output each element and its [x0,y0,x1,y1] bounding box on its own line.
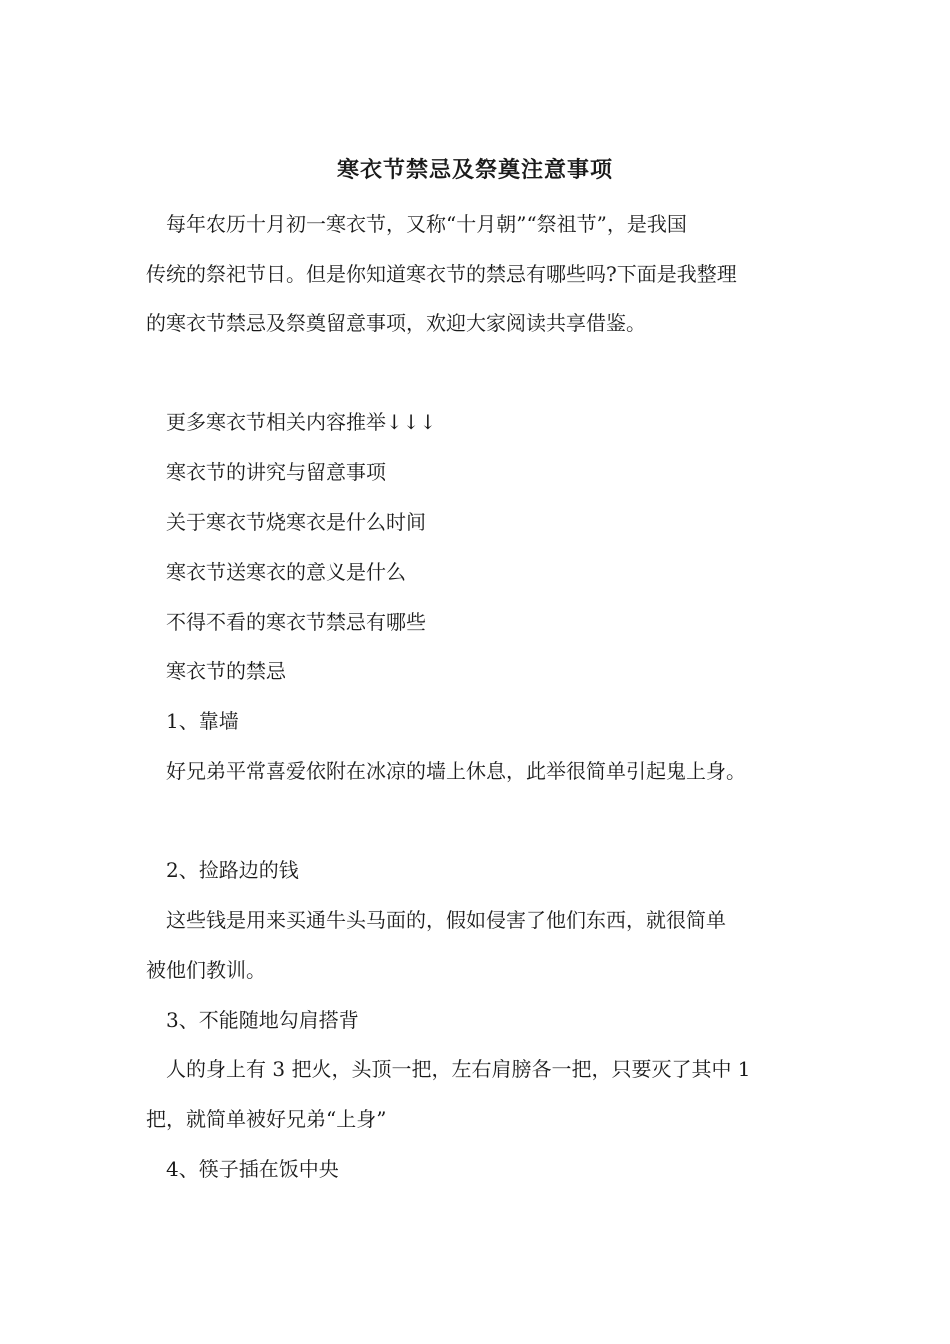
section-heading: 寒衣节的禁忌 [166,659,286,683]
related-link-1[interactable]: 寒衣节的讲究与留意事项 [166,460,386,484]
item-3-body-line-2: 把，就简单被好兄弟“上身” [146,1107,387,1131]
related-link-2[interactable]: 关于寒衣节烧寒衣是什么时间 [166,510,426,534]
item-3-body-line-1: 人的身上有 3 把火，头顶一把，左右肩膀各一把，只要灭了其中 1 [166,1057,751,1081]
related-link-4[interactable]: 不得不看的寒衣节禁忌有哪些 [166,610,426,634]
intro-line-1: 每年农历十月初一寒衣节，又称“十月朝”“祭祖节”，是我国 [166,212,687,236]
item-4-heading: 4、筷子插在饭中央 [166,1157,339,1181]
document-title: 寒衣节禁忌及祭奠注意事项 [336,157,613,183]
item-2-heading: 2、捡路边的钱 [166,858,299,882]
intro-line-2: 传统的祭祀节日。但是你知道寒衣节的禁忌有哪些吗?下面是我整理 [146,262,737,286]
more-content-heading: 更多寒衣节相关内容推举↓↓↓ [166,410,437,434]
item-1-body-line-1: 好兄弟平常喜爱依附在冰凉的墙上休息，此举很简单引起鬼上身。 [166,759,746,783]
item-1-heading: 1、靠墙 [166,709,239,733]
intro-line-3: 的寒衣节禁忌及祭奠留意事项，欢迎大家阅读共享借鉴。 [146,311,646,335]
item-3-heading: 3、不能随地勾肩搭背 [166,1008,359,1032]
related-link-3[interactable]: 寒衣节送寒衣的意义是什么 [166,560,406,584]
item-2-body-line-1: 这些钱是用来买通牛头马面的，假如侵害了他们东西，就很简单 [166,908,726,932]
item-2-body-line-2: 被他们教训。 [146,958,266,982]
